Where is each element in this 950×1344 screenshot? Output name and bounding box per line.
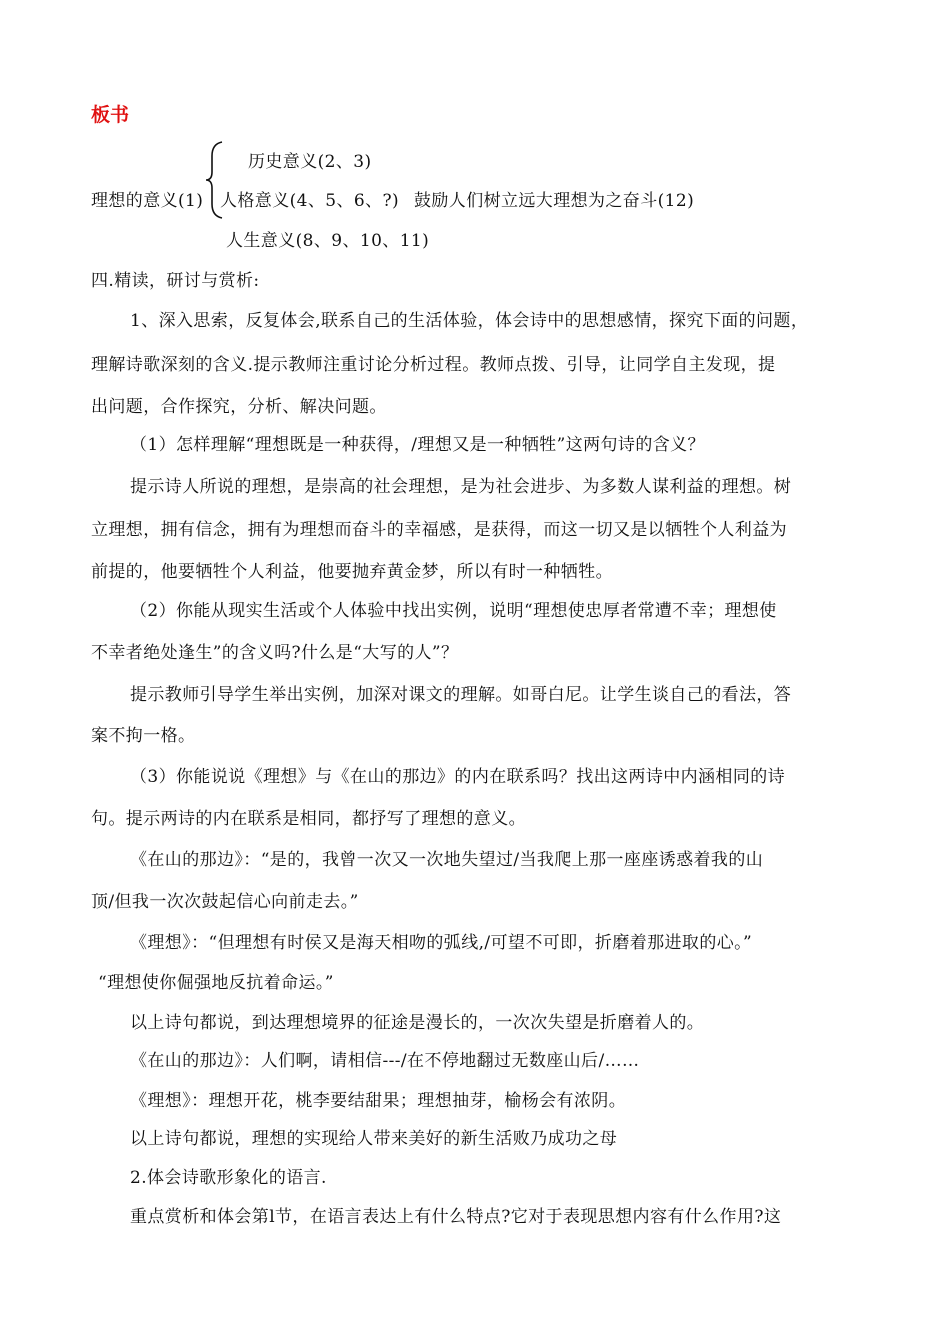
board-life: 人生意义(8、9、10、11) <box>226 231 430 251</box>
board-historical: 历史意义(2、3) <box>248 152 372 172</box>
text-line: 立理想，拥有信念，拥有为理想而奋斗的幸福感，是获得，而这一切又是以牺牲个人利益为 <box>91 520 787 540</box>
text-line: 《在山的那边》：“是的，我曾一次又一次地失望过/当我爬上那一座座诱惑着我的山 <box>130 850 764 870</box>
text-line: 不幸者绝处逢生”的含义吗?什么是“大写的人”？ <box>91 643 459 663</box>
text-line: 前提的，他要牺牲个人利益，他要抛弃黄金梦，所以有时一种牺牲。 <box>91 562 613 582</box>
text-line: 提示教师引导学生举出实例，加深对课文的理解。如哥白尼。让学生谈自己的看法，答 <box>130 685 792 705</box>
text-line: 四.精读，研讨与赏析: <box>91 271 260 291</box>
board-personality: 人格意义(4、5、6、?) <box>220 191 400 211</box>
text-line: 1、深入思索，反复体会,联系自己的生活体验，体会诗中的思想感情，探究下面的问题， <box>130 311 809 331</box>
text-line: 以上诗句都说，到达理想境界的征途是漫长的，一次次失望是折磨着人的。 <box>130 1013 705 1033</box>
heading: 板书 <box>91 104 130 126</box>
text-line: （3）你能说说《理想》与《在山的那边》的内在联系吗？找出这两诗中内涵相同的诗 <box>130 767 786 787</box>
text-line: 理解诗歌深刻的含义.提示教师注重讨论分析过程。教师点拨、引导，让同学自主发现，提 <box>91 355 776 375</box>
text-line: 《理想》：“但理想有时侯又是海天相吻的弧线,/可望不可即，折磨着那进取的心。” <box>130 933 753 953</box>
text-line: 《理想》：理想开花，桃李要结甜果；理想抽芽，榆杨会有浓阴。 <box>130 1091 627 1111</box>
text-line: （2）你能从现实生活或个人体验中找出实例，说明“理想使忠厚者常遭不幸；理想使 <box>130 601 777 621</box>
text-line: 以上诗句都说，理想的实现给人带来美好的新生活败乃成功之母 <box>130 1129 618 1149</box>
text-line: 出问题，合作探究，分析、解决问题。 <box>91 397 387 417</box>
text-line: 《在山的那边》：人们啊，请相信---/在不停地翻过无数座山后/…… <box>130 1051 640 1071</box>
board-encourage: 鼓励人们树立远大理想为之奋斗(12) <box>414 191 695 211</box>
text-line: （1）怎样理解“理想既是一种获得，/理想又是一种牺牲”这两句诗的含义？ <box>130 435 705 455</box>
text-line: 案不拘一格。 <box>91 726 196 746</box>
text-line: 句。提示两诗的内在联系是相同，都抒写了理想的意义。 <box>91 809 526 829</box>
text-line: “理想使你倔强地反抗着命运。” <box>98 973 334 993</box>
board-main: 理想的意义(1) <box>91 191 204 211</box>
text-line: 重点赏析和体会第l节，在语言表达上有什么特点?它对于表现思想内容有什么作用?这 <box>130 1207 782 1227</box>
text-line: 提示诗人所说的理想，是崇高的社会理想，是为社会进步、为多数人谋利益的理想。树 <box>130 477 792 497</box>
text-line: 顶/但我一次次鼓起信心向前走去。” <box>91 892 359 912</box>
text-line: 2.体会诗歌形象化的语言. <box>130 1168 327 1188</box>
